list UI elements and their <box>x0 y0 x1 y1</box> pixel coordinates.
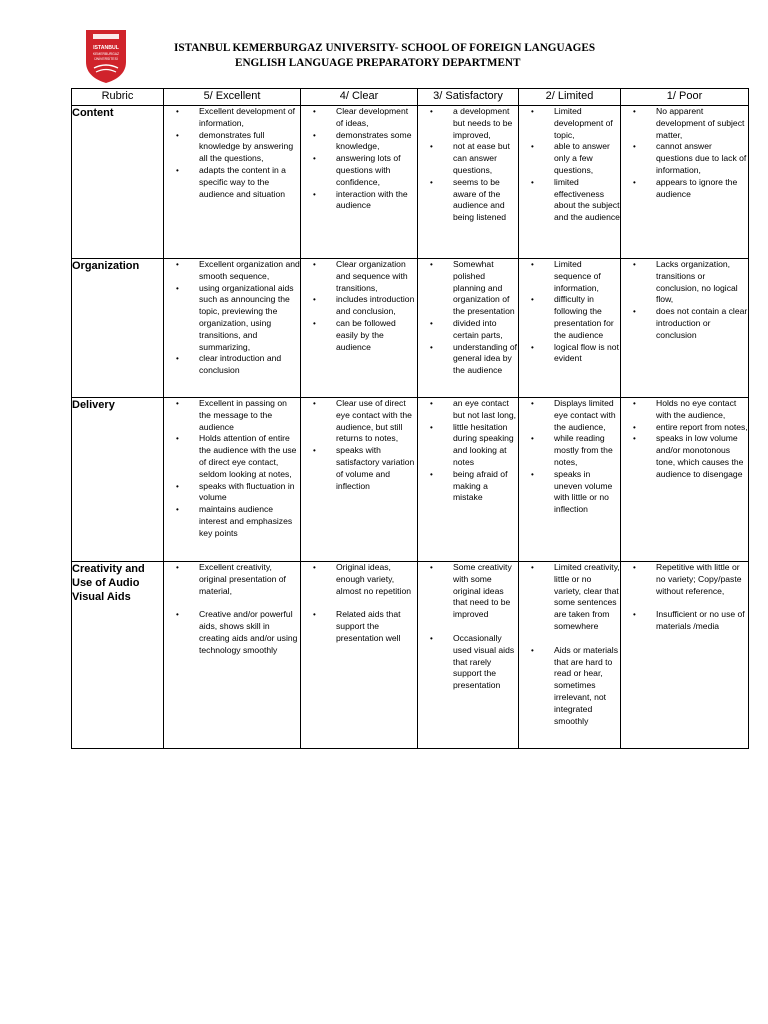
bullet-icon: • <box>176 434 179 444</box>
svg-text:ÜNİVERSİTESİ: ÜNİVERSİTESİ <box>94 57 118 61</box>
criteria-item: • understanding of general idea by the audience <box>430 341 518 376</box>
bullet-icon: • <box>313 154 316 164</box>
criteria-cell <box>621 562 749 749</box>
criteria-item: • Lacks organization, transitions or conclusion, no logical flow, <box>633 259 738 305</box>
criteria-item: • speaks with satisfactory variation of volume and inflection <box>313 445 415 491</box>
criteria-item: • not at ease but can answer questions, <box>430 141 510 175</box>
criteria-cell <box>164 106 301 259</box>
header-row <box>72 89 749 106</box>
criteria-item: • Clear development of ideas, <box>313 106 409 128</box>
criteria-cell <box>418 106 519 259</box>
criteria-item: • maintains audience interest and emphasizes key points <box>176 504 293 538</box>
bullet-icon: • <box>633 107 636 116</box>
bullet-icon: • <box>176 505 179 515</box>
criteria-cell <box>621 259 749 398</box>
bullet-icon: • <box>633 610 636 620</box>
column-header-satisfactory: 3/ Satisfactory <box>418 89 519 106</box>
bullet-icon: • <box>313 189 316 199</box>
criteria-item: • speaks in uneven volume with little or no inflection <box>531 468 613 515</box>
criteria-cell <box>418 259 519 398</box>
column-header-limited: 2/ Limited <box>519 89 621 106</box>
criteria-cell <box>519 398 621 562</box>
university-title: ISTANBUL KEMERBURGAZ UNIVERSITY- SCHOOL OF FOREIGN LANGUAGES <box>174 42 596 54</box>
criteria-cell <box>418 398 519 562</box>
bullet-icon: • <box>531 142 534 152</box>
bullet-icon: • <box>531 295 534 305</box>
criteria-item: • little hesitation during speaking and looking at notes <box>430 421 514 467</box>
criteria-item: • while reading mostly from the notes, <box>531 433 613 467</box>
criteria-item: • does not contain a clear introduction or conclusion <box>633 306 748 340</box>
bullet-icon: • <box>176 165 179 175</box>
column-header-rubric: Rubric <box>72 89 164 106</box>
bullet-icon: • <box>313 399 316 408</box>
criteria-item: • cannot answer questions due to lack of information, <box>633 141 747 175</box>
bullet-icon: • <box>176 260 179 269</box>
bullet-icon: • <box>176 481 179 491</box>
bullet-icon: • <box>430 260 433 269</box>
bullet-icon: • <box>430 342 433 352</box>
criteria-item: • seems to be aware of the audience and being listened <box>430 176 507 223</box>
column-header-clear: 4/ Clear <box>301 89 418 106</box>
bullet-icon: • <box>531 260 534 269</box>
bullet-icon: • <box>176 354 179 364</box>
criteria-item: • answering lots of questions with confidence, <box>313 153 401 187</box>
bullet-icon: • <box>430 318 433 328</box>
criteria-item: • Insufficient or no use of materials /media <box>633 609 745 632</box>
criteria-cell <box>519 259 621 398</box>
criteria-cell <box>418 562 519 749</box>
criteria-item: • Repetitive with little or no variety; Copy/paste without reference, <box>633 562 742 596</box>
bullet-icon: • <box>531 177 534 187</box>
criteria-item: • Original ideas, enough variety, almost no repetition <box>313 562 411 596</box>
bullet-icon: • <box>531 645 534 655</box>
bullet-icon: • <box>176 107 179 116</box>
table-row <box>72 398 749 562</box>
bullet-icon: • <box>313 295 316 305</box>
bullet-icon: • <box>430 422 433 432</box>
category-creativity: Creativity and Use of Audio Visual Aids <box>72 562 164 749</box>
criteria-cell <box>519 106 621 259</box>
criteria-item: • divided into certain parts, <box>430 317 503 340</box>
criteria-cell <box>301 106 418 259</box>
criteria-item: • Clear use of direct eye contact with the audience, but still returns to notes, <box>313 398 412 444</box>
shield-crest-icon <box>84 28 128 84</box>
rubric-table <box>71 88 749 749</box>
criteria-item: • Excellent in passing on the message to the audience <box>176 398 287 432</box>
category-delivery: Delivery <box>72 398 164 562</box>
bullet-icon: • <box>633 422 636 432</box>
criteria-item: • Occasionally used visual aids that rarely support the presentation <box>430 632 515 691</box>
bullet-icon: • <box>531 107 534 116</box>
bullet-icon: • <box>633 399 636 408</box>
criteria-item: • using organizational aids such as announcing the topic, previewing the organization, using transitions, and summarizing, <box>176 282 294 352</box>
bullet-icon: • <box>430 563 433 572</box>
bullet-icon: • <box>531 469 534 479</box>
bullet-icon: • <box>313 563 316 572</box>
university-logo <box>84 28 128 84</box>
category-organization: Organization <box>72 259 164 398</box>
criteria-item: • being afraid of making a mistake <box>430 468 508 503</box>
criteria-cell <box>164 562 301 749</box>
bullet-icon: • <box>313 446 316 456</box>
bullet-icon: • <box>531 399 534 408</box>
criteria-cell <box>301 398 418 562</box>
criteria-item: • limited effectiveness about the subject and the audience <box>531 176 620 223</box>
svg-text:KEMERBURGAZ: KEMERBURGAZ <box>92 52 120 56</box>
criteria-item: • Holds no eye contact with the audience, <box>633 398 737 420</box>
criteria-item: • able to answer only a few questions, <box>531 141 610 175</box>
criteria-item: • appears to ignore the audience <box>633 176 738 199</box>
criteria-item: • demonstrates some knowledge, <box>313 129 412 152</box>
criteria-item: • speaks with fluctuation in volume <box>176 480 295 503</box>
bullet-icon: • <box>633 177 636 187</box>
criteria-cell <box>621 398 749 562</box>
criteria-item: • Excellent development of information, <box>176 106 296 128</box>
criteria-item: • an eye contact but not last long, <box>430 398 517 420</box>
criteria-item: • Holds attention of entire the audience with the use of direct eye contact, seldom looking at notes, <box>176 433 297 479</box>
bullet-icon: • <box>430 469 433 479</box>
criteria-item: • difficulty in following the presentation for the audience <box>531 294 614 340</box>
criteria-item: • speaks in low volume and/or monotonous tone, which causes the audience to disengage <box>633 433 744 479</box>
criteria-item: • Aids or materials that are hard to read or hear, sometimes irrelevant, not integrated smoothly <box>531 644 618 726</box>
criteria-item: • Creative and/or powerful aids, shows skill in creating aids and/or using technology smoothly <box>176 609 298 655</box>
table-row <box>72 106 749 259</box>
criteria-item: • No apparent development of subject matter, <box>633 106 745 140</box>
column-header-poor: 1/ Poor <box>621 89 749 106</box>
criteria-item: • can be followed easily by the audience <box>313 317 396 352</box>
criteria-item: • Somewhat polished planning and organization of the presentation <box>430 259 515 317</box>
bullet-icon: • <box>176 283 179 293</box>
criteria-item: • includes introduction and conclusion, <box>313 294 415 317</box>
criteria-cell <box>621 106 749 259</box>
bullet-icon: • <box>633 307 636 317</box>
criteria-item: • Limited development of topic, <box>531 106 613 140</box>
criteria-cell <box>164 398 301 562</box>
bullet-icon: • <box>633 142 636 152</box>
criteria-item: • Related aids that support the presentation well <box>313 609 401 643</box>
criteria-cell <box>164 259 301 398</box>
criteria-item: • logical flow is not evident <box>531 341 619 364</box>
bullet-icon: • <box>176 610 179 620</box>
svg-text:ISTANBUL: ISTANBUL <box>93 45 119 51</box>
bullet-icon: • <box>313 130 316 140</box>
criteria-item: • interaction with the audience <box>313 188 408 211</box>
table-row <box>72 259 749 398</box>
criteria-item: • Limited creativity, little or no variety, clear that some sentences are taken from somewhere <box>531 562 620 631</box>
category-content: Content <box>72 106 164 259</box>
table-row <box>72 562 749 749</box>
criteria-cell <box>301 562 418 749</box>
bullet-icon: • <box>531 342 534 352</box>
bullet-icon: • <box>531 563 534 572</box>
criteria-item: • a development but needs to be improved, <box>430 106 513 140</box>
bullet-icon: • <box>633 563 636 572</box>
bullet-icon: • <box>633 260 636 269</box>
bullet-icon: • <box>176 130 179 140</box>
bullet-icon: • <box>430 107 433 116</box>
bullet-icon: • <box>633 434 636 444</box>
column-header-excellent: 5/ Excellent <box>164 89 301 106</box>
criteria-item: • Displays limited eye contact with the audience, <box>531 398 616 432</box>
bullet-icon: • <box>430 633 433 643</box>
criteria-item: • Clear organization and sequence with transitions, <box>313 259 408 293</box>
criteria-item: • demonstrates full knowledge by answering all the questions, <box>176 129 294 164</box>
bullet-icon: • <box>430 142 433 152</box>
bullet-icon: • <box>531 434 534 444</box>
bullet-icon: • <box>313 107 316 116</box>
criteria-item: • Excellent creativity, original presentation of material, <box>176 562 286 596</box>
criteria-item: • clear introduction and conclusion <box>176 353 282 376</box>
criteria-cell <box>519 562 621 749</box>
bullet-icon: • <box>176 399 179 408</box>
bullet-icon: • <box>313 260 316 269</box>
department-title: ENGLISH LANGUAGE PREPARATORY DEPARTMENT <box>235 57 521 69</box>
bullet-icon: • <box>313 318 316 328</box>
criteria-cell <box>301 259 418 398</box>
criteria-item: • entire report from notes, <box>633 421 748 432</box>
criteria-item: • Some creativity with some original ideas that need to be improved <box>430 562 512 620</box>
criteria-item: • Excellent organization and smooth sequence, <box>176 259 300 281</box>
criteria-item: • adapts the content in a specific way to the audience and situation <box>176 164 286 199</box>
bullet-icon: • <box>176 563 179 572</box>
criteria-item: • Limited sequence of information, <box>531 259 601 293</box>
bullet-icon: • <box>430 177 433 187</box>
bullet-icon: • <box>313 610 316 620</box>
bullet-icon: • <box>430 399 433 408</box>
